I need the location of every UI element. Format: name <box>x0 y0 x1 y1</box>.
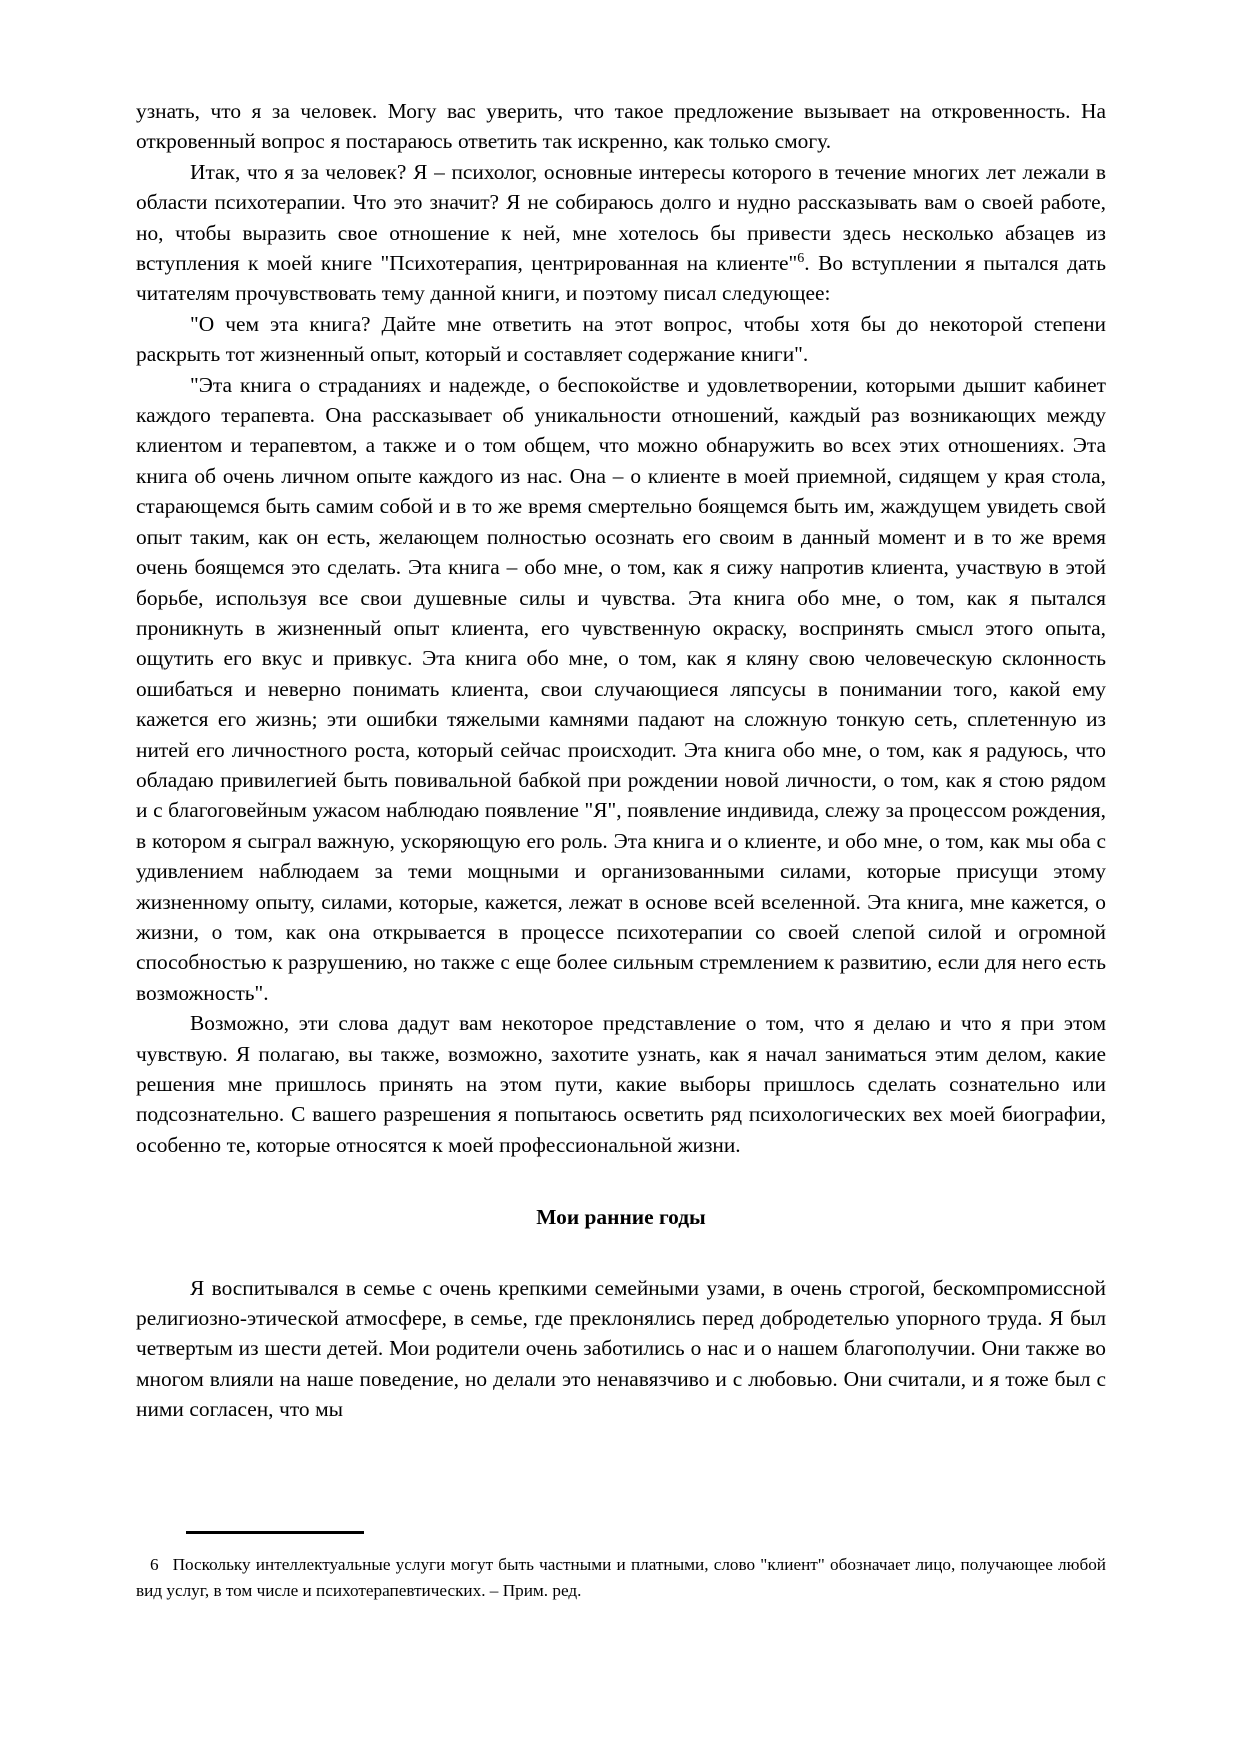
text-column <box>136 96 1106 1425</box>
footnote-reference-marker[interactable]: 6 <box>797 250 805 266</box>
footnote-number: 6 <box>150 1554 159 1574</box>
paragraph-continued-top: узнать, что я за человек. Могу вас уверить, что такое предложение вызывает на откровенность. На откровенный вопрос я постараюсь ответить так искренно, как только смогу. <box>136 99 1106 154</box>
heading-spacer-below <box>136 1233 1106 1273</box>
paragraph-quote-one: "О чем эта книга? Дайте мне ответить на этот вопрос, чтобы хотя бы до некоторой степени раскрыть тот жизненный опыт, который и составляет содержание книги". <box>136 311 1106 367</box>
footnote-entry <box>136 1552 1106 1604</box>
footnote-body-text: Поскольку интеллектуальные услуги могут быть частными и платными, слово "клиент" обозначает лицо, получающее любой вид услуг, в том числе и психотерапевтических. – Прим. ред. <box>136 1554 1106 1600</box>
paragraph-itak <box>136 157 1106 309</box>
paragraph-vozmozhno: Возможно, эти слова дадут вам некоторое представление о том, что я делаю и что я при этом чувствую. Я полагаю, вы также, возможно, захотите узнать, как я начал заниматься этим делом, какие решения мне пришлось принять на этом пути, какие выборы пришлось сделать сознательно или подсознательно. С вашего разрешения я попытаюсь осветить ряд психологических вех моей биографии, особенно те, которые относятся к моей профессиональной жизни. <box>136 1011 1106 1157</box>
paragraph-itak-text-after-footnote: . Во вступлении я пытался дать читателям прочувствовать тему данной книги, и поэтому писал следующее: <box>136 251 1106 306</box>
section-heading: Мои ранние годы <box>536 1205 706 1230</box>
paragraph-itak-text-before-footnote: Итак, что я за человек? Я – психолог, основные интересы которого в течение многих лет лежали в области психотерапии. Что это значит? Я не собираюсь долго и нудно рассказывать вам о своей работе, но, чтобы выразить свое отношение к ней, мне хотелось бы привести здесь несколько абзацев из вступления к моей книге "Психотерапия, центрированная на клиенте" <box>136 159 1106 276</box>
footnote-area <box>136 1531 1106 1604</box>
paragraph-quote-two: "Эта книга о страданиях и надежде, о беспокойстве и удовлетворении, которыми дышит кабинет каждого терапевта. Она рассказывает об уникальности отношений, каждый раз возникающих между клиентом и терапевтом, а также и о том общем, что можно обнаружить во всех этих отношениях. Эта книга об очень личном опыте каждого из нас. Она – о клиенте в моей приемной, сидящем у края стола, старающемся быть самим собой и в то же время смертельно боящемся быть им, жаждущем увидеть свой опыт таким, как он есть, желающем полностью осознать его своим в данный момент и в то же время очень боящемся это сделать. Эта книга – обо мне, о том, как я сижу напротив клиента, участвую в этой борьбе, используя все свои душевные силы и чувства. Эта книга обо мне, о том, как я пытался проникнуть в жизненный опыт клиента, его чувственную окраску, воспринять смысл этого опыта, ощутить его вкус и привкус. Эта книга обо мне, о том, как я кляну свою человеческую склонность ошибаться и неверно понимать клиента, свои случающиеся ляпсусы в понимании того, какой ему кажется его жизнь; эти ошибки тяжелыми камнями падают на сложную тонкую сеть, сплетенную из нитей его личностного роста, который сейчас происходит. Эта книга обо мне, о том, как я радуюсь, что обладаю привилегией быть повивальной бабкой при рождении новой личности, о том, как я стою рядом и с благоговейным ужасом наблюдаю появление "Я", появление индивида, слежу за процессом рождения, в котором я сыграл важную, ускоряющую его роль. Эта книга и о клиенте, и обо мне, о том, как мы оба с удивлением наблюдаем за теми мощными и организованными силами, которые присущи этому жизненному опыту, силами, которые, кажется, лежат в основе всей вселенной. Эта книга, мне кажется, о жизни, о том, как она открывается в процессе психотерапии со своей слепой силой и огромной способностью к разрушению, но также с еще более сильным стремлением к развитию, если для него есть возможность". <box>136 372 1106 1005</box>
footnote-separator-rule <box>186 1531 364 1534</box>
heading-spacer-above <box>136 1160 1106 1202</box>
paragraph-early-years: Я воспитывался в семье с очень крепкими семейными узами, в очень строгой, бескомпромиссной религиозно-этической атмосфере, в семье, где преклонялись перед добродетелью упорного труда. Я был четвертым из шести детей. Мои родители очень заботились о нас и о нашем благополучии. Они также во многом влияли на наше поведение, но делали это ненавязчиво и с любовью. Они считали, и я тоже был с ними согласен, что мы <box>136 1275 1106 1422</box>
